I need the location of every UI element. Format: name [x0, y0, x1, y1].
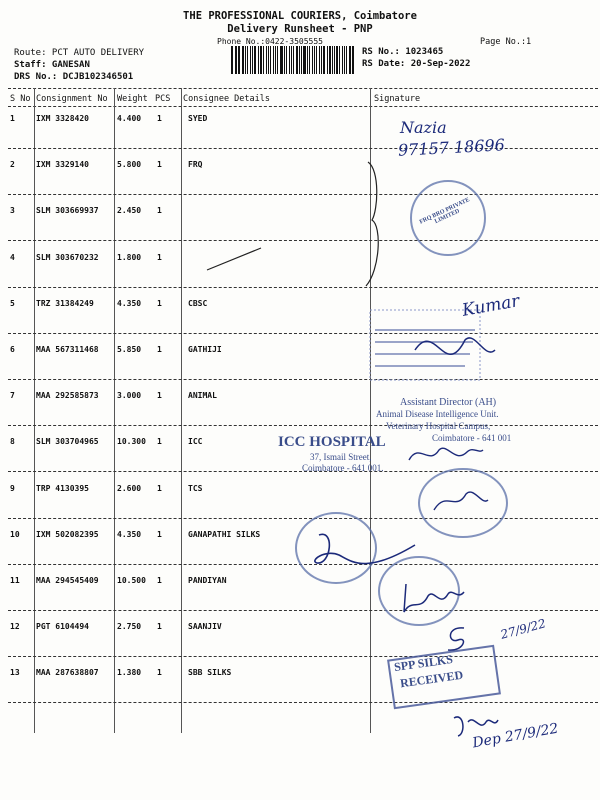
column-divider — [114, 88, 115, 733]
cell-consignee: CBSC — [188, 298, 208, 308]
cell-weight: 2.600 — [117, 483, 142, 493]
barcode-bar — [284, 46, 286, 74]
barcode-bar — [260, 46, 262, 74]
barcode-bar — [307, 46, 308, 74]
company-title: THE PROFESSIONAL COURIERS, Coimbatore — [183, 10, 417, 22]
row1-phone-handwritten: 97157 18696 — [397, 135, 506, 160]
barcode-bar — [280, 46, 282, 74]
barcode-bar — [289, 46, 290, 74]
cell-weight: 4.350 — [117, 529, 142, 539]
barcode-bar — [266, 46, 267, 74]
cell-sno: 10 — [10, 529, 20, 539]
cell-pcs: 1 — [157, 206, 162, 216]
barcode-bar — [352, 46, 354, 74]
cell-consignment-no: IXM 502082395 — [36, 529, 99, 539]
icc-stamp-address2: Coimbatore - 641 001. — [302, 463, 384, 473]
barcode-bar — [291, 46, 292, 74]
col-header-pcs: PCS — [155, 94, 171, 104]
icc-stamp-address1: 37, Ismail Street, — [310, 452, 372, 462]
row-divider — [8, 702, 598, 703]
cell-consignment-no: SLM 303670232 — [36, 252, 99, 262]
row11-signature — [392, 578, 472, 618]
barcode-bar — [327, 46, 328, 74]
cell-consignment-no: PGT 6104494 — [36, 622, 89, 632]
col-header-consignment: Consignment No — [36, 94, 108, 104]
barcode-bar — [258, 46, 259, 74]
barcode-bar — [329, 46, 331, 74]
column-divider — [34, 88, 35, 733]
cell-consignment-no: IXM 3329140 — [36, 160, 89, 170]
barcode-bar — [293, 46, 295, 74]
barcode-bar — [346, 46, 347, 74]
barcode-bar — [312, 46, 313, 74]
barcode-bar — [268, 46, 270, 74]
barcode-bar — [247, 46, 248, 74]
cell-consignee: PANDIYAN — [188, 576, 227, 585]
cell-weight: 3.000 — [117, 391, 142, 401]
cell-pcs: 1 — [157, 345, 162, 354]
barcode-bar — [238, 46, 240, 74]
col-header-signature: Signature — [374, 94, 421, 104]
row6-stamp-impression — [345, 300, 545, 390]
barcode-bar — [275, 46, 277, 74]
cell-weight: 2.450 — [117, 206, 142, 216]
animal-stamp-line2: Animal Disease Intelligence Unit. — [376, 409, 499, 419]
cell-consignment-no: MAA 287638807 — [36, 668, 99, 678]
cell-sno: 4 — [10, 252, 15, 262]
animal-stamp-line3: Veterinary Hospital Campus, — [386, 421, 491, 431]
cell-consignment-no: TRZ 31384249 — [36, 298, 94, 308]
col-header-consignee: Consignee Details — [183, 94, 270, 104]
row8-signature — [405, 440, 485, 470]
cell-weight: 10.300 — [117, 437, 146, 447]
row-divider — [8, 148, 598, 149]
spp-stamp-received: RECEIVED — [399, 667, 464, 691]
row13-date: Dep 27/9/22 — [471, 720, 560, 752]
cell-sno: 1 — [10, 114, 15, 123]
barcode-bar — [242, 46, 244, 74]
barcode-bar — [309, 46, 311, 74]
barcode-bar — [235, 46, 236, 74]
cell-consignment-no: SLM 303704965 — [36, 437, 99, 447]
barcode — [231, 46, 355, 74]
barcode-bar — [332, 46, 333, 74]
cell-consignment-no: MAA 294545409 — [36, 576, 99, 585]
phone-number: Phone No.:0422-3505555 — [217, 37, 323, 46]
barcode-bar — [314, 46, 315, 74]
row-divider — [8, 240, 598, 241]
staff-label: Staff: GANESAN — [14, 60, 90, 70]
cell-pcs: 1 — [157, 529, 162, 539]
page-number: Page No.:1 — [480, 37, 532, 47]
barcode-bar — [334, 46, 335, 74]
cell-consignee: SAANJIV — [188, 622, 222, 632]
cell-pcs: 1 — [157, 668, 162, 678]
column-divider — [181, 88, 182, 733]
cell-consignee: GATHIJI — [188, 345, 222, 354]
row-divider — [8, 518, 598, 519]
col-header-weight: Weight — [117, 94, 148, 104]
row-divider — [8, 425, 598, 426]
barcode-bar — [336, 46, 338, 74]
cell-sno: 7 — [10, 391, 15, 401]
drs-number: DRS No.: DCJB102346501 — [14, 72, 134, 82]
cell-pcs: 1 — [157, 576, 162, 585]
col-header-sno: S No — [10, 94, 31, 104]
cell-pcs: 1 — [157, 622, 162, 632]
barcode-bar — [263, 46, 264, 74]
frq-stamp-text: FRQ BRO PRIVATE LIMITED — [418, 197, 471, 226]
barcode-bar — [270, 46, 271, 74]
barcode-bar — [231, 46, 233, 74]
cell-weight: 10.500 — [117, 576, 146, 585]
barcode-bar — [349, 46, 351, 74]
cell-sno: 2 — [10, 160, 15, 170]
barcode-bar — [339, 46, 341, 74]
barcode-bar — [321, 46, 322, 74]
cell-weight: 5.850 — [117, 345, 142, 354]
table-header-rule — [8, 106, 598, 107]
cell-weight: 5.800 — [117, 160, 142, 170]
cell-consignee: ANIMAL — [188, 391, 217, 401]
cell-sno: 6 — [10, 345, 15, 354]
barcode-bar — [245, 46, 246, 74]
barcode-bar — [303, 46, 305, 74]
document-title: Delivery Runsheet - PNP — [227, 23, 373, 35]
cell-consignment-no: TRP 4130395 — [36, 483, 89, 493]
cell-pcs: 1 — [157, 114, 162, 123]
brace-mark — [360, 160, 390, 290]
row-divider — [8, 610, 598, 611]
row5-signature: Kumar — [460, 291, 521, 321]
row12-note: 27/9/22 — [498, 616, 548, 642]
cell-sno: 13 — [10, 668, 20, 678]
barcode-bar — [277, 46, 278, 74]
cell-pcs: 1 — [157, 437, 162, 447]
cell-consignment-no: IXM 3328420 — [36, 114, 89, 123]
route-label: Route: PCT AUTO DELIVERY — [14, 48, 145, 58]
cell-weight: 4.400 — [117, 114, 142, 123]
row1-signature: Nazia — [400, 118, 447, 137]
cell-consignee: GANAPATHI SILKS — [188, 529, 261, 539]
cell-consignee: SBB SILKS — [188, 668, 232, 678]
barcode-bar — [250, 46, 251, 74]
table-top-rule — [8, 88, 598, 89]
cell-sno: 11 — [10, 576, 20, 585]
barcode-bar — [273, 46, 274, 74]
cell-weight: 1.800 — [117, 252, 142, 262]
cell-sno: 8 — [10, 437, 15, 447]
row-divider — [8, 287, 598, 288]
cell-pcs: 1 — [157, 298, 162, 308]
barcode-bar — [286, 46, 287, 74]
row-divider — [8, 656, 598, 657]
barcode-bar — [252, 46, 254, 74]
cell-consignee: SYED — [188, 114, 208, 123]
cell-sno: 12 — [10, 622, 20, 632]
cell-consignment-no: MAA 567311468 — [36, 345, 99, 354]
barcode-bar — [236, 46, 237, 74]
barcode-bar — [344, 46, 345, 74]
barcode-bar — [323, 46, 325, 74]
rs-number: RS No.: 1023465 — [362, 47, 444, 57]
cell-consignment-no: SLM 303669937 — [36, 206, 99, 216]
rs-date: RS Date: 20-Sep-2022 — [362, 59, 471, 69]
cell-pcs: 1 — [157, 391, 162, 401]
spp-stamp-name: SPP SILKS — [393, 651, 454, 675]
cell-weight: 2.750 — [117, 622, 142, 632]
barcode-bar — [296, 46, 298, 74]
cell-weight: 1.380 — [117, 668, 142, 678]
animal-stamp-line1: Assistant Director (AH) — [400, 397, 497, 408]
row9-signature — [430, 486, 490, 516]
cell-sno: 5 — [10, 298, 15, 308]
cell-consignee: FRQ — [188, 160, 203, 170]
cell-pcs: 1 — [157, 252, 162, 262]
cell-weight: 4.350 — [117, 298, 142, 308]
barcode-bar — [316, 46, 318, 74]
cell-sno: 9 — [10, 483, 15, 493]
cell-sno: 3 — [10, 206, 15, 216]
barcode-bar — [299, 46, 300, 74]
cell-pcs: 1 — [157, 160, 162, 170]
barcode-bar — [319, 46, 320, 74]
barcode-bar — [254, 46, 256, 74]
barcode-bar — [342, 46, 343, 74]
cell-pcs: 1 — [157, 483, 162, 493]
cell-consignee: TCS — [188, 483, 203, 493]
row-divider — [8, 194, 598, 195]
cell-consignee: ICC — [188, 437, 203, 447]
cell-consignment-no: MAA 292585873 — [36, 391, 99, 401]
barcode-bar — [301, 46, 302, 74]
slash-mark — [205, 244, 265, 274]
icc-stamp-name: ICC HOSPITAL — [278, 434, 386, 450]
animal-stamp-line4: Coimbatore - 641 001 — [432, 433, 512, 443]
